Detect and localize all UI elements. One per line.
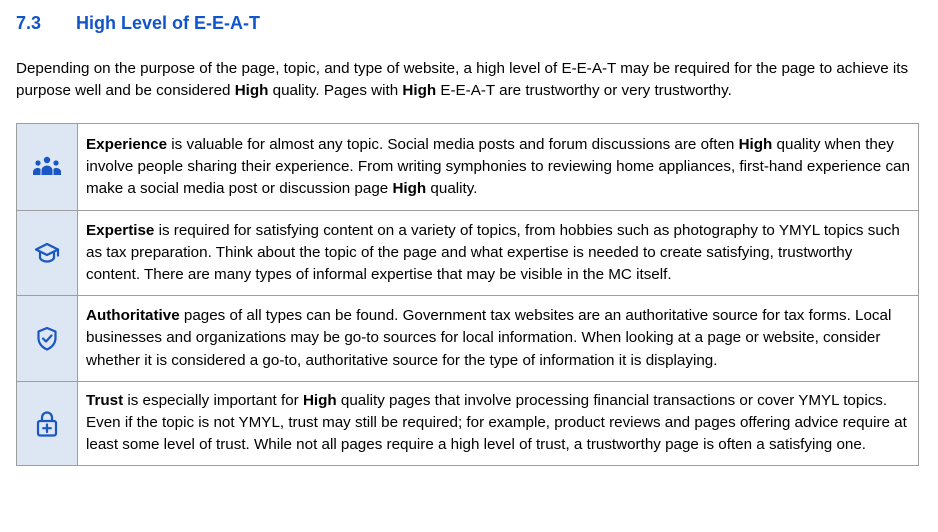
term-expertise: Expertise [86, 221, 155, 239]
people-group-icon [32, 155, 62, 179]
icon-cell [17, 296, 78, 381]
trust-text [78, 382, 918, 466]
bold-high: High [302, 391, 337, 409]
row-text: is especially important for [123, 391, 303, 409]
intro-text: Depending on the purpose of the page, topic, and type of website, a high level of E-E-A-T may be required for the page to achieve its purpose well and be considered [16, 60, 909, 99]
section-number: 7.3 [16, 13, 42, 33]
bold-high: High [392, 180, 427, 198]
authoritative-text [78, 296, 918, 381]
term-experience: Experience [86, 136, 168, 153]
row-text: is valuable for almost any topic. Social media posts and forum discussions are often [167, 136, 739, 153]
icon-cell [17, 382, 78, 466]
lock-plus-icon [36, 410, 58, 438]
eeat-table [16, 123, 919, 466]
row-text: quality when they involve people sharing their experience. From writing symphonies to reviewing home appliances, first-hand experience can make a social media post or discussion page [86, 136, 910, 198]
row-text: is required for satisfying content on a variety of topics, from hobbies such as photography to YMYL topics such as tax preparation. Think about the topic of the page and what expertise is needed to create satisfying, trustworthy content. There are many types of informal expertise that may be visible in the MC itself. [86, 221, 900, 284]
section-title: High Level of E-E-A-T [76, 13, 260, 33]
row-text: pages of all types can be found. Government tax websites are an authoritative source for tax forms. Local businesses and organizations may be go-to sources for local information. When looking at a page or website, consider whether it is considered a go-to, authoritative source for the type of information it is displaying. [86, 307, 892, 369]
intro-paragraph [16, 58, 921, 102]
row-text: quality. [426, 180, 478, 198]
shield-check-icon [36, 326, 58, 352]
term-authoritative: Authoritative [86, 307, 180, 325]
section-heading [16, 13, 260, 34]
icon-cell [17, 124, 78, 210]
table-row-authoritative [17, 295, 918, 381]
term-trust: Trust [86, 391, 124, 409]
expertise-text [78, 211, 918, 296]
intro-bold-high: High [402, 82, 437, 99]
table-row-trust [17, 381, 918, 466]
row-text: quality pages that involve processing financial transactions or cover YMYL topics. Even if the topic is not YMYL, trust may still be required; for example, product reviews and pages offering advice require at least some level of trust. While not all pages require a high level of trust, a trustworthy page is often a satisfying one. [86, 391, 907, 454]
bold-high: High [738, 136, 773, 153]
graduation-cap-icon [34, 242, 60, 264]
experience-text [78, 124, 918, 210]
intro-bold-high: High [234, 82, 269, 99]
intro-text: E-E-A-T are trustworthy or very trustworthy. [436, 82, 732, 99]
icon-cell [17, 211, 78, 296]
table-row-expertise [17, 210, 918, 296]
table-row-experience [17, 124, 918, 210]
intro-text: quality. Pages with [268, 82, 403, 99]
